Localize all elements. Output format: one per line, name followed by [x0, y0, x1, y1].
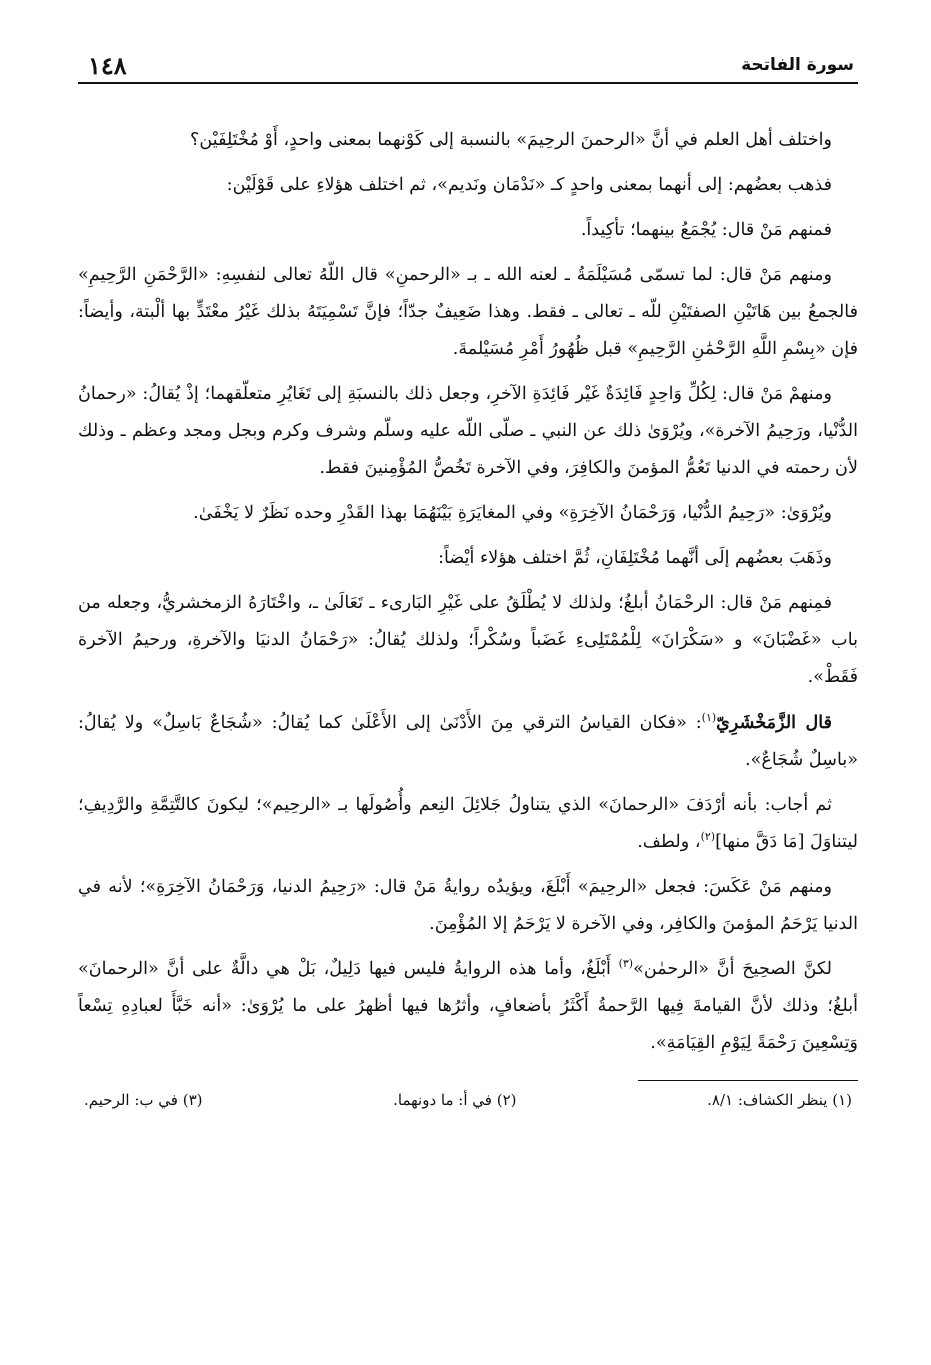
- paragraph: ومنهم مَنْ قال: لما تسمّى مُسَيْلَمَةُ ـ لعنه الله ـ بـ «الرحمنِ» قال اللّهُ تعالى لنفسِهِ: «الرَّحْمَنِ الرَّحِيمِ» فالجمعُ بين هَاتَيْنِ الصفتَيْنِ للّه ـ تعالى ـ فقط. وهذا ضَعِيفٌ جدّاً؛ فإنَّ تَسْمِيَتَهُ بذلك غَيْرُ معْتَدٍّ بها ألْبتة، وأيضاً: فإن «بِسْمِ اللَّهِ الرَّحْمَٰنِ الرَّحِيمِ» قبل ظُهُورُ أَمْرِ مُسَيْلمةَ.: [78, 265, 858, 359]
- footnote-3: (٣) في ب: الرحيم.: [84, 1091, 203, 1109]
- document-page: [78, 48, 858, 1328]
- paragraph: ومنهمْ مَنْ قال: لِكُلِّ وَاحِدٍ فَائِدَةٌ غَيْر فَائِدَةِ الآخرِ، وجعل ذلك بالنسبَةِ إلى تَغَايُرِ متعلّقهما؛ إذْ يُقالُ: «رحمانُ الدُّنْيا، ورَحِيمُ الآخرة»، ويُرْوَىٰ ذلك عن النبي ـ صلّى اللّه عليه وسلّم وشرف وكرم وبجل ومجد وعظم ـ وذلك لأن رحمته في الدنيا تَعُمُّ المؤمنَ والكافِرَ، وفي الآخرة تَخُصُّ المُؤْمِنينَ فقط.: [78, 384, 858, 478]
- footnotes: [78, 1091, 858, 1109]
- paragraph: واختلف أهل العلم في أنَّ «الرحمنَ الرحِيمَ» بالنسبة إلى كَوْنهما بمعنى واحدٍ، أَوْ مُخْتَلِفَيْن؟: [190, 130, 832, 150]
- running-title: سورة الفاتحة: [741, 55, 854, 75]
- paragraph: لكنَّ الصحِيحَ أنَّ «الرحمٰن»$^{(٣)}$ أَبْلَغُ، وأما هذه الروايةُ فليس فيها دَلِيلٌ، بَلْ هي دالَّةٌ على أنَّ «الرحمانَ» أبلغُ؛ وذلك لأنَّ القيامةَ فِيها الرَّحمةُ أَكْثَرُ بأضعافٍ، وأثرُها فيها أظهرُ على ما يُرْوَىٰ: «أنه خَبَّأَ لعبادِهِ تِسْعاً وَتِسْعِينَ رَحْمَةً لِيَوْمِ القِيَامَةِ».: [78, 957, 858, 1053]
- footnote-ref[interactable]: (٢): [700, 830, 716, 844]
- paragraph: ومنهم مَنْ عَكَسَ: فجعل «الرحِيمَ» أَبْلَغَ، ويؤيدُه روايةُ مَنْ قال: «رَحِيمُ الدنيا، وَرَحْمَانُ الآخِرَةِ»؛ لأنه في الدنيا يَرْحَمُ المؤمنَ والكافِر، وفي الآخرة لا يَرْحَمُ إلا المُؤْمِنَ.: [78, 877, 858, 934]
- paragraph: فذهب بعضُهم: إلى أنهما بمعنى واحدٍ كـ «نَدْمَان ونَديم»، ثم اختلف هؤلاءِ على قَوْلَيْن:: [226, 175, 832, 195]
- paragraph: فمِنهم مَنْ قال: الرحْمَانُ أبلغُ؛ ولذلك لا يُطْلَقُ على غَيْرِ البَارىء ـ تَعَالَىٰ ـ، واخْتَارَهُ الزمخشريُّ، وجعله من باب «غَضْبَانَ» و «سَكْرَانَ» لِلْمُمْتَلِىءِ غَضَباً وسُكْراً؛ ولذلك يُقالُ: «رَحْمَانُ الدنيَا والآخرةِ، ورحيمُ الآخرة فَقَطْ».: [78, 593, 858, 687]
- footnote-ref[interactable]: (١): [701, 711, 717, 725]
- page-number: ١٤٨: [88, 50, 127, 80]
- quote-attribution: قال الزَّمَخْشَرِيّ: [716, 712, 832, 733]
- paragraph: ويُرْوَىٰ: «رَحِيمُ الدُّنْيا، وَرَحْمَانُ الآخِرَةِ» وفي المغايَرَةِ بَيْنَهُمَا بهذا القَدْرِ وحده نَظَرٌ لا يَخْفَىٰ.: [193, 503, 832, 523]
- footnote-divider: [638, 1080, 858, 1081]
- page-header: [78, 48, 858, 84]
- paragraph: وذَهَبَ بعضُهم إلَى أنَّهما مُخْتَلِفَانِ، ثُمَّ اختلف هؤلاء أيْضاً:: [438, 548, 832, 568]
- body-text: [78, 122, 858, 1062]
- footnote-1: (١) ينظر الكشاف: ٨/١.: [707, 1091, 852, 1109]
- footnote-ref[interactable]: (٣): [618, 957, 634, 971]
- paragraph: قال الزَّمَخْشَرِيّ$^{(١)}$: «فكان القياسُ الترقي مِنَ الأَدْنَىٰ إلى الأَعْلَىٰ كما يُقالُ: «شُجَاعٌ بَاسِلٌ» ولا يُقالُ: «باسِلٌ شُجَاعٌ».: [78, 711, 858, 770]
- paragraph: ثم أجاب: بأنه أرْدَفَ «الرحمانَ» الذي يتناولُ جَلائِلَ النِعم وأُصُولَها بـ «الرحِيم»؛ ليكونَ كالتَّتِمَّةِ والرَّدِيفِ؛ ليتناوَلَ [مَا دَقَّ منها]$^{(٢)}$، ولطف.: [78, 795, 858, 852]
- footnote-2: (٢) في أ: ما دونهما.: [393, 1091, 517, 1109]
- paragraph: فمنهم مَنْ قال: يُجْمَعُ بينهما؛ تأكِيداً.: [580, 220, 832, 240]
